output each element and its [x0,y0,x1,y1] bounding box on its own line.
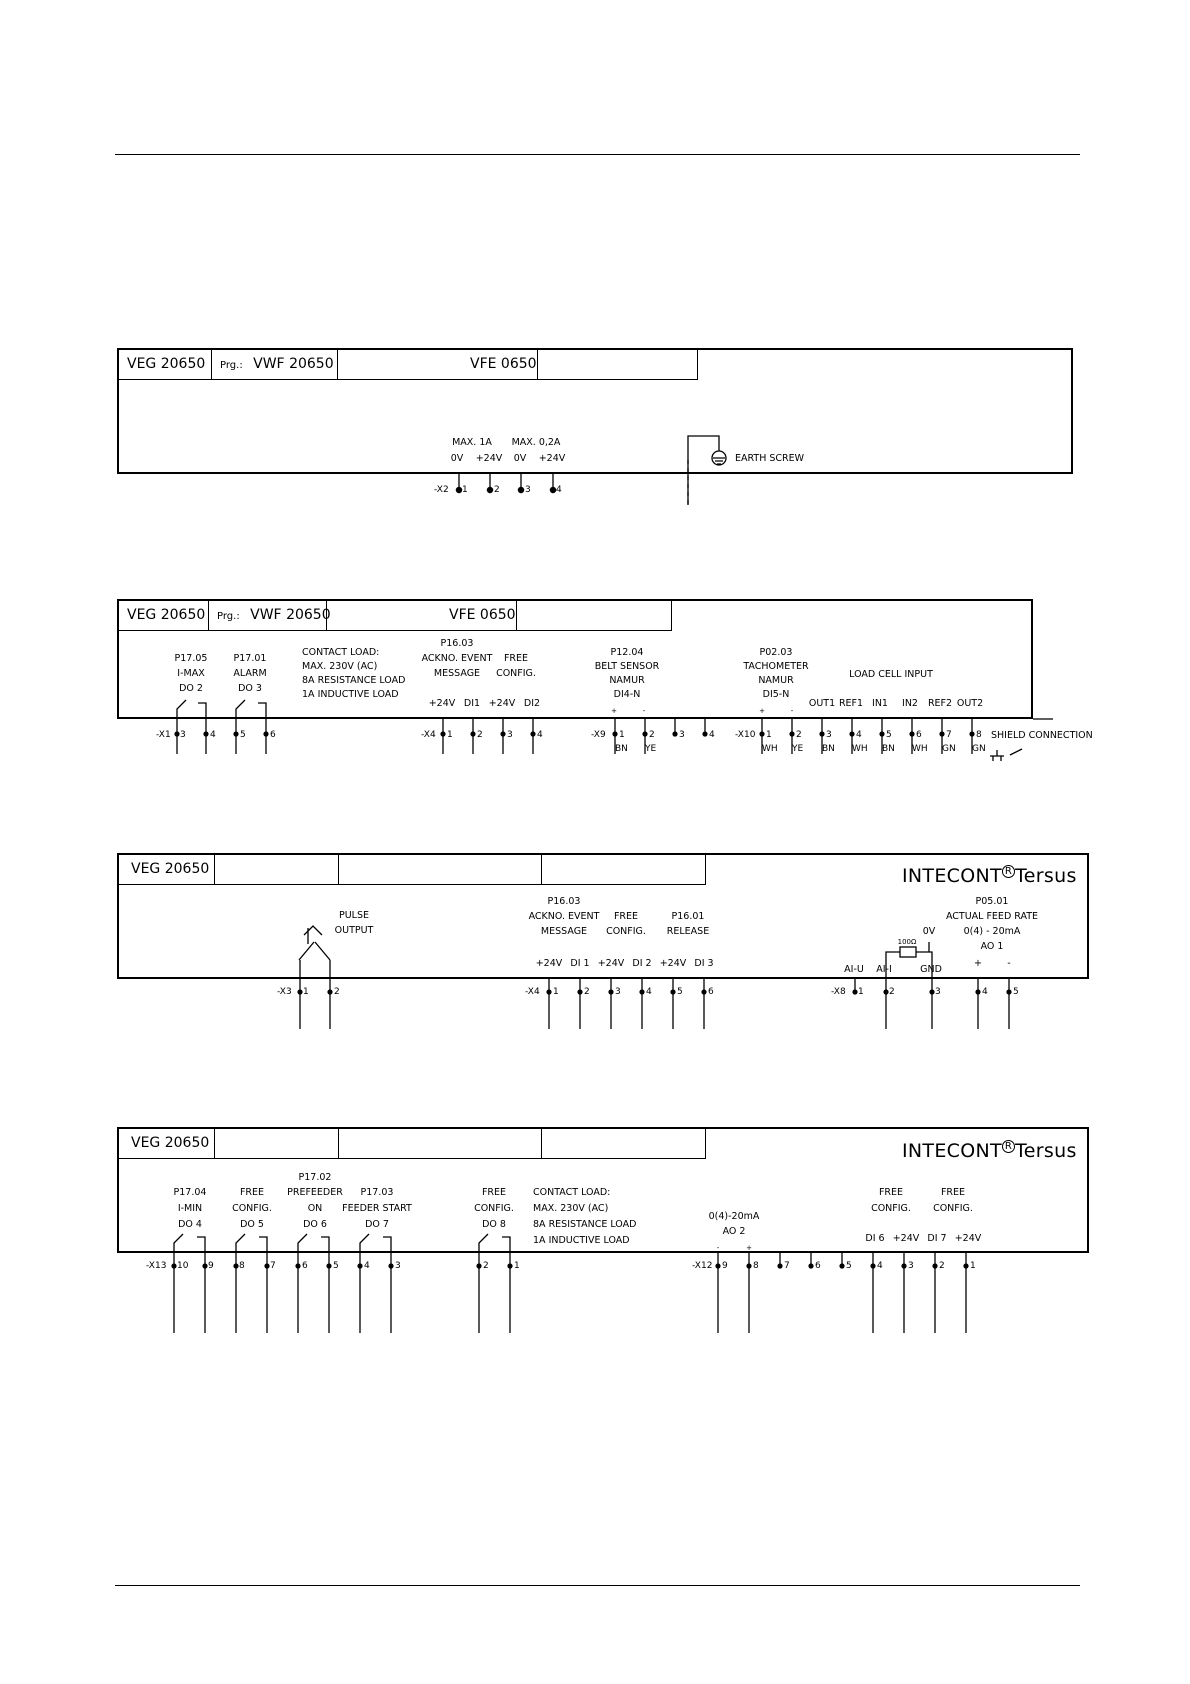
brand-name: INTECONT [902,1140,1002,1162]
label-p1701: P17.01 [233,653,267,664]
label-do2: DO 2 [179,683,203,694]
label-do3: DO 3 [238,683,262,694]
label-message: MESSAGE [433,668,481,679]
label-message: MESSAGE [540,926,588,937]
label-namur: NAMUR [758,675,794,686]
x8-terminal: 5 [1013,987,1019,997]
x13-terminal: 1 [514,1261,520,1271]
label-v24b: +24V [488,698,516,709]
x8-terminal: 4 [982,987,988,997]
label-do4: DO 4 [178,1219,202,1230]
label-plus: + [759,707,765,715]
x3-connector: -X3 [277,987,292,997]
label-config: CONFIG. [232,1203,272,1214]
x2-label-4: +24V [538,453,566,464]
x1-terminal: 4 [210,730,216,740]
x10-wire-color: WH [852,744,868,754]
label-p1702: P17.02 [298,1172,332,1183]
x10-wire-color: WH [762,744,778,754]
label-ackno: ACKNO. EVENT [528,911,600,922]
x4-terminal: 1 [553,987,559,997]
label-v24b: +24V [954,1233,982,1244]
label-do8: DO 8 [482,1219,506,1230]
x1-terminal: 5 [240,730,246,740]
label-v24b: +24V [597,958,625,969]
header-model: VEG 20650 [119,855,215,885]
header-model: VEG 20650 [119,1129,215,1159]
x9-terminal: 1 [619,730,625,740]
x9-wire-color: YE [645,744,657,754]
x10-wire-color: WH [912,744,928,754]
label-feeder-start: FEEDER START [342,1203,412,1214]
label-range: 0(4) - 20mA [963,926,1021,937]
x4-terminal: 2 [584,987,590,997]
x12-terminal: 6 [815,1261,821,1271]
label-v24c: +24V [659,958,687,969]
label-di6: DI 6 [865,1233,885,1244]
x3-terminal: 1 [303,987,309,997]
prg-label: Prg.: [217,611,240,622]
registered-mark: R [1002,865,1015,878]
label-ackno: ACKNO. EVENT [421,653,493,664]
x10-terminal: 7 [946,730,952,740]
x2-connector: -X2 [434,485,449,495]
label-p1603: P16.03 [440,638,474,649]
x12-terminal: 7 [784,1261,790,1271]
x10-connector: -X10 [735,730,756,740]
label-config: CONFIG. [496,668,536,679]
x2-label-1: 0V [450,453,464,464]
x4-terminal: 3 [507,730,513,740]
x1-connector: -X1 [156,730,171,740]
x4-connector: -X4 [421,730,436,740]
x13-terminal: 3 [395,1261,401,1271]
label-load-cell-input: LOAD CELL INPUT [849,669,933,680]
x13-terminal: 6 [302,1261,308,1271]
x4-terminal: 3 [615,987,621,997]
label-di1: DI1 [463,698,481,709]
label-free: FREE [878,1187,904,1198]
x2-terminal: 2 [494,485,500,495]
brand-suffix: Tersus [1015,865,1077,887]
label-di5n: DI5-N [762,689,790,700]
x2-label-2: +24V [475,453,503,464]
max-02a-label: MAX. 0,2A [511,437,561,448]
label-0v: 0V [922,926,936,937]
x10-terminal: 5 [886,730,892,740]
label-ai-u: AI-U [844,964,864,975]
header-model: VEG 20650 [119,601,209,631]
label-plus: + [746,1244,752,1252]
x12-terminal: 1 [970,1261,976,1271]
x8-terminal: 1 [858,987,864,997]
label-p0203: P02.03 [759,647,793,658]
x13-terminal: 9 [208,1261,214,1271]
label-free: FREE [239,1187,265,1198]
x10-terminal: 2 [796,730,802,740]
label-di1: DI 1 [570,958,590,969]
x10-wire-color: BN [882,744,895,754]
x13-terminal: 8 [239,1261,245,1271]
x8-terminal: 3 [935,987,941,997]
label-minus: - [716,1244,720,1252]
x2-terminal: 3 [525,485,531,495]
x10-terminal: 6 [916,730,922,740]
x10-wire-color: YE [792,744,804,754]
x1-terminal: 6 [270,730,276,740]
label-belt-sensor: BELT SENSOR [594,661,660,672]
label-actual-feed-rate: ACTUAL FEED RATE [945,911,1039,922]
x13-terminal: 2 [483,1261,489,1271]
prg-value: VWF 20650 [250,607,331,623]
x8-terminal: 2 [889,987,895,997]
label-di2: DI 2 [632,958,652,969]
label-config: CONFIG. [871,1203,911,1214]
x2-terminal: 1 [462,485,468,495]
x3-terminal: 2 [334,987,340,997]
label-contact-load: CONTACT LOAD: [302,647,380,658]
x9-wire-color: BN [615,744,628,754]
label-tachometer: TACHOMETER [743,661,809,672]
label-p1603: P16.03 [547,896,581,907]
x4-terminal: 4 [537,730,543,740]
label-di4n: DI4-N [613,689,641,700]
label-ref2: REF2 [927,698,953,709]
label-gnd: GND [920,964,942,975]
x9-terminal: 4 [709,730,715,740]
header-firmware: VFE 0650 [338,350,538,380]
x8-connector: -X8 [831,987,846,997]
label-out1: OUT1 [808,698,836,709]
x9-terminal: 2 [649,730,655,740]
label-config: CONFIG. [474,1203,514,1214]
x10-wire-color: GN [942,744,956,754]
label-range: 0(4)-20mA [708,1211,760,1222]
label-resistance: 8A RESISTANCE LOAD [533,1219,637,1230]
label-inductive: 1A INDUCTIVE LOAD [302,689,399,700]
label-minus: - [1007,958,1011,969]
x13-connector: -X13 [146,1261,167,1271]
label-output: OUTPUT [334,925,374,936]
label-ai-i: AI-I [876,964,892,975]
x10-wire-color: BN [822,744,835,754]
label-v24a: +24V [535,958,563,969]
x12-terminal: 9 [722,1261,728,1271]
x9-connector: -X9 [591,730,606,740]
label-in1: IN1 [872,698,888,709]
label-di3: DI 3 [694,958,714,969]
label-max230: MAX. 230V (AC) [302,661,378,672]
label-di7: DI 7 [927,1233,947,1244]
prg-label: Prg.: [220,360,243,371]
x4-terminal: 2 [477,730,483,740]
label-namur: NAMUR [609,675,645,686]
label-do5: DO 5 [240,1219,264,1230]
label-resistor: 100Ω [897,938,917,946]
brand-name: INTECONT [902,865,1002,887]
label-plus: + [974,958,982,969]
label-free: FREE [481,1187,507,1198]
label-ao1: AO 1 [980,941,1004,952]
label-p1705: P17.05 [174,653,208,664]
label-pulse: PULSE [338,910,370,921]
label-free: FREE [503,653,529,664]
label-config: CONFIG. [933,1203,973,1214]
label-p1704: P17.04 [173,1187,207,1198]
prg-value: VWF 20650 [253,356,334,372]
label-resistance: 8A RESISTANCE LOAD [302,675,406,686]
label-v24a: +24V [892,1233,920,1244]
x13-terminal: 5 [333,1261,339,1271]
x10-terminal: 3 [826,730,832,740]
x12-terminal: 5 [846,1261,852,1271]
x2-label-3: 0V [513,453,527,464]
label-free: FREE [613,911,639,922]
label-p1204: P12.04 [610,647,644,658]
x10-terminal: 8 [976,730,982,740]
x4-terminal: 5 [677,987,683,997]
label-di2: DI2 [523,698,541,709]
label-v24a: +24V [428,698,456,709]
label-on: ON [307,1203,323,1214]
label-p1601: P16.01 [671,911,705,922]
label-out2: OUT2 [956,698,984,709]
label-free: FREE [940,1187,966,1198]
x10-wire-color: GN [972,744,986,754]
label-p1703: P17.03 [360,1187,394,1198]
x4-connector: -X4 [525,987,540,997]
x12-connector: -X12 [692,1261,713,1271]
x4-terminal: 1 [447,730,453,740]
label-p0501: P05.01 [975,896,1009,907]
label-minus: - [642,707,646,715]
label-max230: MAX. 230V (AC) [533,1203,609,1214]
registered-mark: R [1002,1140,1015,1153]
x13-terminal: 7 [270,1261,276,1271]
header-model: VEG 20650 [119,350,212,380]
x10-terminal: 1 [766,730,772,740]
x12-terminal: 8 [753,1261,759,1271]
label-config: CONFIG. [606,926,646,937]
label-minus: - [790,707,794,715]
x12-terminal: 3 [908,1261,914,1271]
earth-screw-label: EARTH SCREW [735,453,805,464]
x12-terminal: 2 [939,1261,945,1271]
x4-terminal: 4 [646,987,652,997]
label-in2: IN2 [902,698,918,709]
max-1a-label: MAX. 1A [452,437,492,448]
header-firmware: VFE 0650 [327,601,517,631]
label-shield-connection: SHIELD CONNECTION [991,730,1093,741]
label-imax: I-MAX [177,668,205,679]
label-do6: DO 6 [303,1219,327,1230]
label-do7: DO 7 [365,1219,389,1230]
label-prefeeder: PREFEEDER [287,1187,343,1198]
x1-terminal: 3 [180,730,186,740]
label-alarm: ALARM [233,668,267,679]
label-inductive: 1A INDUCTIVE LOAD [533,1235,630,1246]
x13-terminal: 4 [364,1261,370,1271]
label-release: RELEASE [666,926,710,937]
x13-terminal: 10 [177,1261,189,1271]
x4-terminal: 6 [708,987,714,997]
x10-terminal: 4 [856,730,862,740]
label-imin: I-MIN [177,1203,203,1214]
x2-terminal: 4 [556,485,562,495]
brand-suffix: Tersus [1015,1140,1077,1162]
label-plus: + [611,707,617,715]
label-contact-load: CONTACT LOAD: [533,1187,611,1198]
label-ao2: AO 2 [722,1226,746,1237]
x9-terminal: 3 [679,730,685,740]
label-ref1: REF1 [838,698,864,709]
x12-terminal: 4 [877,1261,883,1271]
